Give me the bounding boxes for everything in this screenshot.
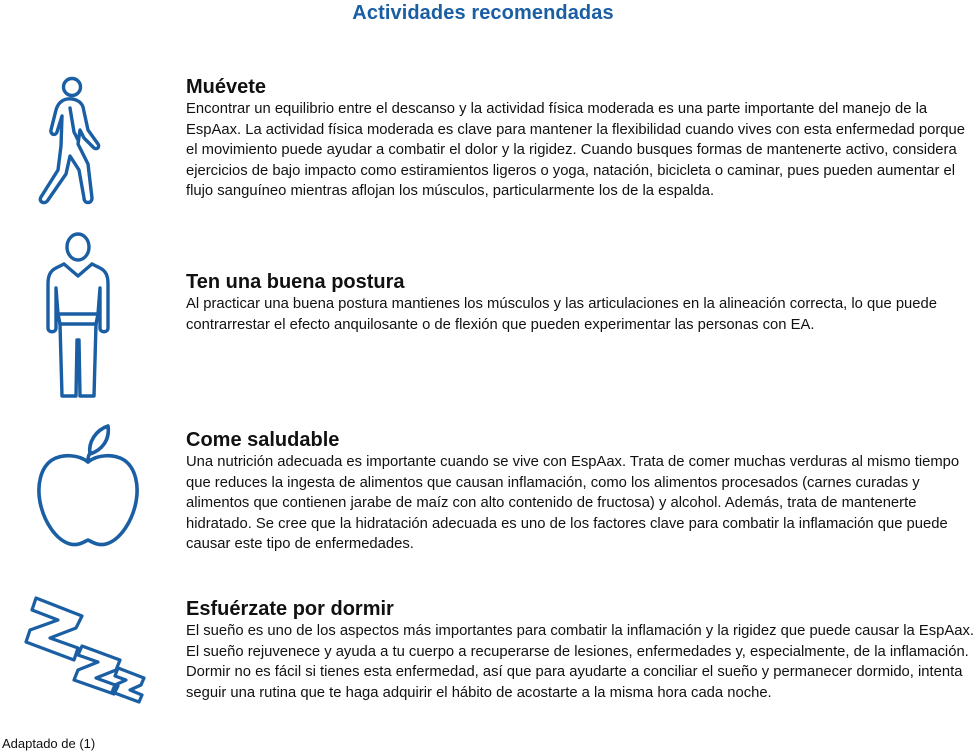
standing-person-icon xyxy=(44,232,118,402)
section-paragraph: Una nutrición adecuada es importante cuando se vive con EspAax. Trata de comer muchas verduras al mismo tiempo que reduces la ingesta de alimentos que causan inflamación, como los alimentos procesados (carnes curadas y alimentos que contienen jarabe de maíz con alto contenido de fructosa) y alcohol. Además, trata de mantenerte hidratado. Se cree que la hidratación adecuada es uno de los factores clave para combatir la inflamación que puede causar este tipo de enfermedades. xyxy=(186,454,960,553)
source-footnote: Adaptado de (1) xyxy=(2,736,96,751)
sleep-zzz-icon xyxy=(20,594,152,706)
section-body xyxy=(186,294,976,335)
section-title: Ten una buena postura xyxy=(186,271,405,293)
section-body xyxy=(186,452,976,555)
apple-icon xyxy=(36,424,142,550)
section-paragraph: Dormir no es fácil si tienes esta enfermedad, así que para ayudarte a conciliar el sueño y permanecer dormido, intenta seguir una rutina que te haga adquirir el hábito de acostarte a la misma hora cada noche. xyxy=(186,664,963,701)
section-body xyxy=(186,99,976,202)
section-body xyxy=(186,621,976,703)
section-title: Esfuérzate por dormir xyxy=(186,598,394,620)
section-paragraph: El sueño es uno de los aspectos más importantes para combatir la inflamación y la rigidez que puede causar la EspAax. El sueño rejuvenece y ayuda a tu cuerpo a recuperarse de lesiones, enfermedades y, especialmente, de la inflamación. xyxy=(186,623,974,660)
section-title: Come saludable xyxy=(186,429,340,451)
section-postura xyxy=(186,271,976,335)
section-come-saludable xyxy=(186,429,976,555)
page-title: Actividades recomendadas xyxy=(352,2,614,24)
section-title: Muévete xyxy=(186,76,267,98)
section-paragraph: Al practicar una buena postura mantienes los músculos y las articulaciones en la alineación correcta, lo que puede contrarrestar el efecto anquilosante o de flexión que pueden experimentar las personas con EA. xyxy=(186,296,937,333)
section-paragraph: Encontrar un equilibrio entre el descanso y la actividad física moderada es una parte importante del manejo de la EspAax. La actividad física moderada es clave para mantener la flexibilidad cuando vives con esta enfermedad porque el movimiento puede ayudar a combatir el dolor y la rigidez. Cuando busques formas de mantenerte activo, considera ejercicios de bajo impacto como estiramientos ligeros o yoga, natación, bicicleta o caminar, pues pueden aumentar el flujo sanguíneo mientras aflojan los músculos, particularmente los de la espalda. xyxy=(186,101,965,200)
section-dormir xyxy=(186,598,976,703)
section-muevete xyxy=(186,76,976,202)
walking-person-icon xyxy=(34,74,114,210)
